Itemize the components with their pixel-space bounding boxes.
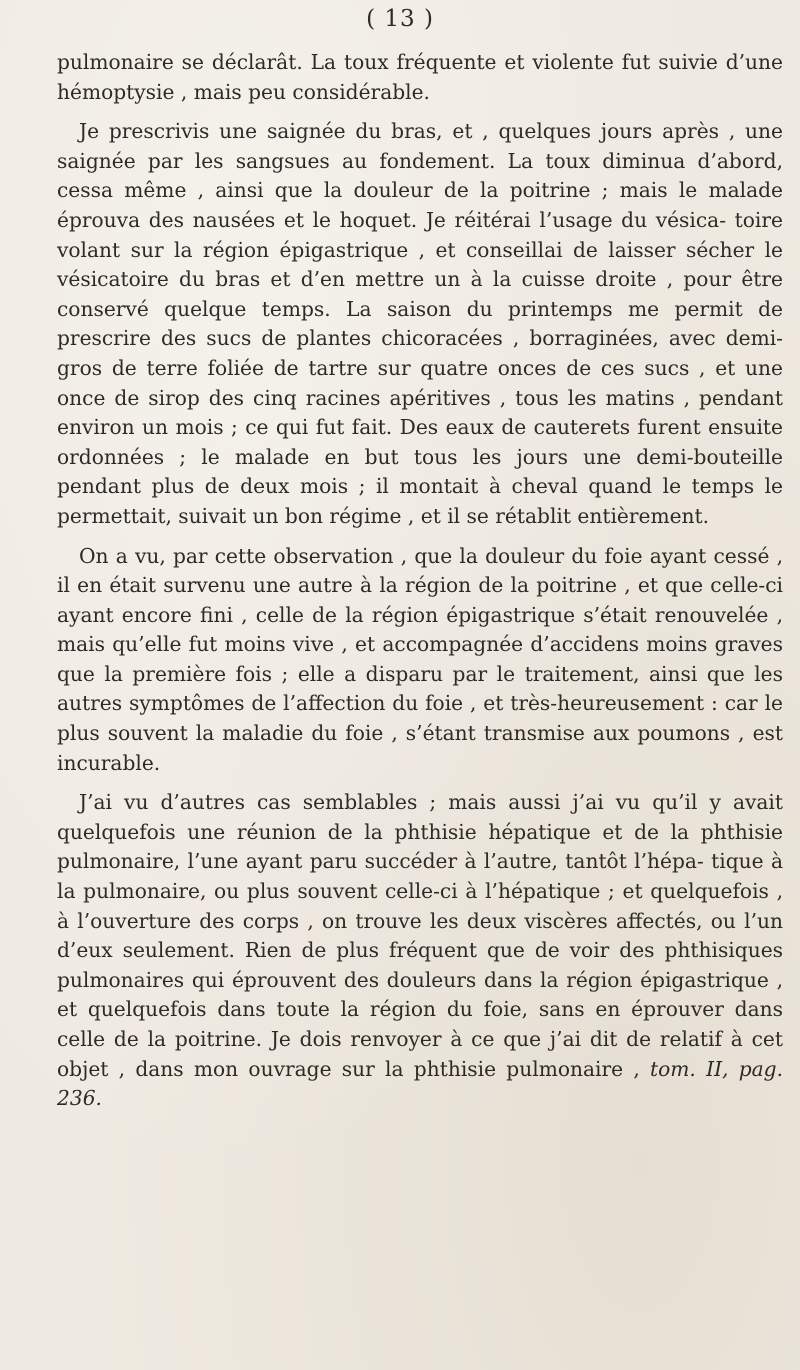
paragraph-phthisis-text: J’ai vu d’autres cas semblables ; mais aussi j’ai vu qu’il y avait quelquefois une réunion de la phthisie hépatique et de la phthisie pulmonaire, l’une ayant paru succéder à l’autre, tantôt l’hépa- tique à la pulmonaire, ou plus souvent celle-ci à l’hépatique ; et quelquefois , à l’ouverture des corps , on trouve les deux viscères affectés, ou l’un d’eux seulement. Rien de plus fréquent que de voir des phthisiques pulmonaires qui éprouvent des douleurs dans la région épigastrique , et quelquefois dans toute la région du foie, sans en éprouver dans celle de la poitrine. Je dois renvoyer à ce que j’ai dit de relatif à cet objet , dans mon ouvrage sur la phthisie pulmonaire , (57, 790, 783, 1081)
book-reference: tom. II, pag. 236. (57, 1056, 784, 1111)
paragraph-observation: On a vu, par cette observation , que la douleur du foie ayant cessé , il en était survenu une autre à la région de la poitrine , et que celle-ci ayant encore fini , celle de la région épigastrique s’était renouvelée , mais qu’elle fut moins vive , et accompagnée d’accidens moins graves que la première fois ; elle a disparu par le traitement, ainsi que les autres symptômes de l’affection du foie , et très-heureusement : car le plus souvent la maladie du foie , s’étant transmise aux poumons , est incurable. (57, 543, 783, 775)
page-number: ( 13 ) (366, 6, 434, 32)
paragraph-treatment: Je prescrivis une saignée du bras, et , quelques jours après , une saignée par les sangsues au fondement. La toux diminua d’abord, cessa même , ainsi que la douleur de la poitrine ; mais le malade éprouva des nausées et le hoquet. Je réitérai l’usage du vésica- toire volant sur la région épigastrique , et conseillai de laisser sécher le vésicatoire du bras et d’en mettre un à la cuisse droite , pour être conservé quelque temps. La saison du printemps me permit de prescrire des sucs de plantes chicoracées , borraginées, avec demi-gros de terre foliée de tartre sur quatre onces de ces sucs , et une once de sirop des cinq racines apéritives , tous les matins , pendant environ un mois ; ce qui fut fait. Des eaux de cauterets furent ensuite ordonnées ; le malade en but tous les jours une demi-bouteille pendant plus de deux mois ; il montait à cheval quand le temps le permettait, suivait un bon régime , et il se rétablit entièrement. (57, 119, 783, 528)
body-text (57, 48, 783, 1114)
paragraph-phthisis (57, 788, 783, 1114)
paragraph-continuation: pulmonaire se déclarât. La toux fréquente et violente fut suivie d’une hémoptysie , mais peu considérable. (57, 50, 783, 104)
